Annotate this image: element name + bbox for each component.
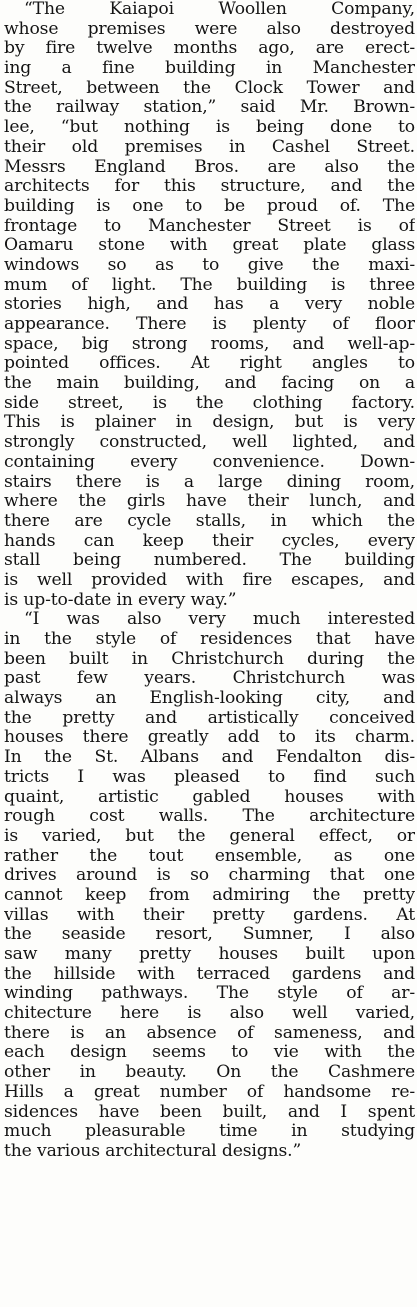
text-line: rough cost walls. The architecture	[4, 807, 415, 827]
text-line: sidences have been built, and I spent	[4, 1102, 415, 1122]
text-line: containing every convenience. Down-	[4, 452, 415, 472]
text-line: lee, “but nothing is being done to	[4, 118, 415, 138]
text-line: always an English-looking city, and	[4, 689, 415, 709]
text-line: side street, is the clothing factory.	[4, 393, 415, 413]
text-line: in the style of residences that have	[4, 630, 415, 649]
text-line: “The Kaiapoi Woollen Company,	[24, 0, 415, 19]
text-line: Hills a great number of handsome re-	[4, 1082, 415, 1102]
article-column	[4, 0, 415, 1162]
text-line: Street, between the Clock Tower and	[4, 78, 415, 98]
text-line: each design seems to vie with the	[4, 1043, 415, 1063]
text-line: stall being numbered. The building	[4, 551, 415, 571]
text-line: the railway station,” said Mr. Brown-	[4, 98, 415, 118]
text-line: windows so as to give the maxi-	[4, 255, 415, 275]
text-line: strongly constructed, well lighted, and	[4, 433, 415, 453]
text-line: rather the tout ensemble, as one	[4, 846, 415, 866]
text-line: their old premises in Cashel Street.	[4, 137, 415, 157]
text-line: houses there greatly add to its charm.	[4, 728, 415, 748]
text-line: villas with their pretty gardens. At	[4, 905, 415, 925]
text-line: been built in Christchurch during the	[4, 649, 415, 669]
text-line: pointed offices. At right angles to	[4, 354, 415, 374]
text-line: much pleasurable time in studying	[4, 1122, 415, 1142]
text-line: the pretty and artistically conceived	[4, 708, 415, 728]
text-line: ing a fine building in Manchester	[4, 59, 415, 79]
text-line: the various architectural designs.”	[4, 1141, 302, 1161]
text-line: mum of light. The building is three	[4, 275, 415, 295]
text-line: Oamaru stone with great plate glass	[4, 236, 415, 256]
text-line: drives around is so charming that one	[4, 866, 415, 886]
text-line: “I was also very much interested	[24, 610, 415, 630]
text-line: the main building, and facing on a	[4, 374, 415, 394]
text-line: chitecture here is also well varied,	[4, 1004, 415, 1024]
article-paragraph	[4, 0, 415, 610]
text-line: past few years. Christchurch was	[4, 669, 415, 689]
text-line: the hillside with terraced gardens and	[4, 964, 415, 984]
text-line: Messrs England Bros. are also the	[4, 157, 415, 177]
text-line: building is one to be proud of. The	[4, 196, 415, 216]
text-line: is up-to-date in every way.”	[4, 590, 237, 610]
text-line: architects for this structure, and the	[4, 177, 415, 197]
text-line: there are cycle stalls, in which the	[4, 511, 415, 531]
text-line: there is an absence of sameness, and	[4, 1023, 415, 1043]
text-line: whose premises were also destroyed	[4, 19, 415, 39]
text-line: In the St. Albans and Fendalton dis-	[4, 748, 415, 768]
text-line: is well provided with fire escapes, and	[4, 570, 415, 590]
text-line: cannot keep from admiring the pretty	[4, 885, 415, 905]
text-line: by fire twelve months ago, are erect-	[4, 39, 415, 59]
text-line: tricts I was pleased to find such	[4, 767, 415, 787]
text-line: space, big strong rooms, and well-ap-	[4, 334, 415, 354]
text-line: saw many pretty houses built upon	[4, 945, 415, 964]
text-line: hands can keep their cycles, every	[4, 531, 415, 551]
text-line: stairs there is a large dining room,	[4, 472, 415, 492]
text-line: the seaside resort, Sumner, I also	[4, 925, 415, 945]
text-line: frontage to Manchester Street is of	[4, 216, 415, 236]
text-line: appearance. There is plenty of floor	[4, 315, 415, 334]
text-line: This is plainer in design, but is very	[4, 413, 415, 433]
text-line: winding pathways. The style of ar-	[4, 984, 415, 1004]
text-line: quaint, artistic gabled houses with	[4, 787, 415, 807]
text-line: where the girls have their lunch, and	[4, 492, 415, 512]
text-line: stories high, and has a very noble	[4, 295, 415, 315]
text-line: is varied, but the general effect, or	[4, 826, 415, 846]
article-paragraph	[4, 610, 415, 1161]
text-line: other in beauty. On the Cashmere	[4, 1063, 415, 1083]
